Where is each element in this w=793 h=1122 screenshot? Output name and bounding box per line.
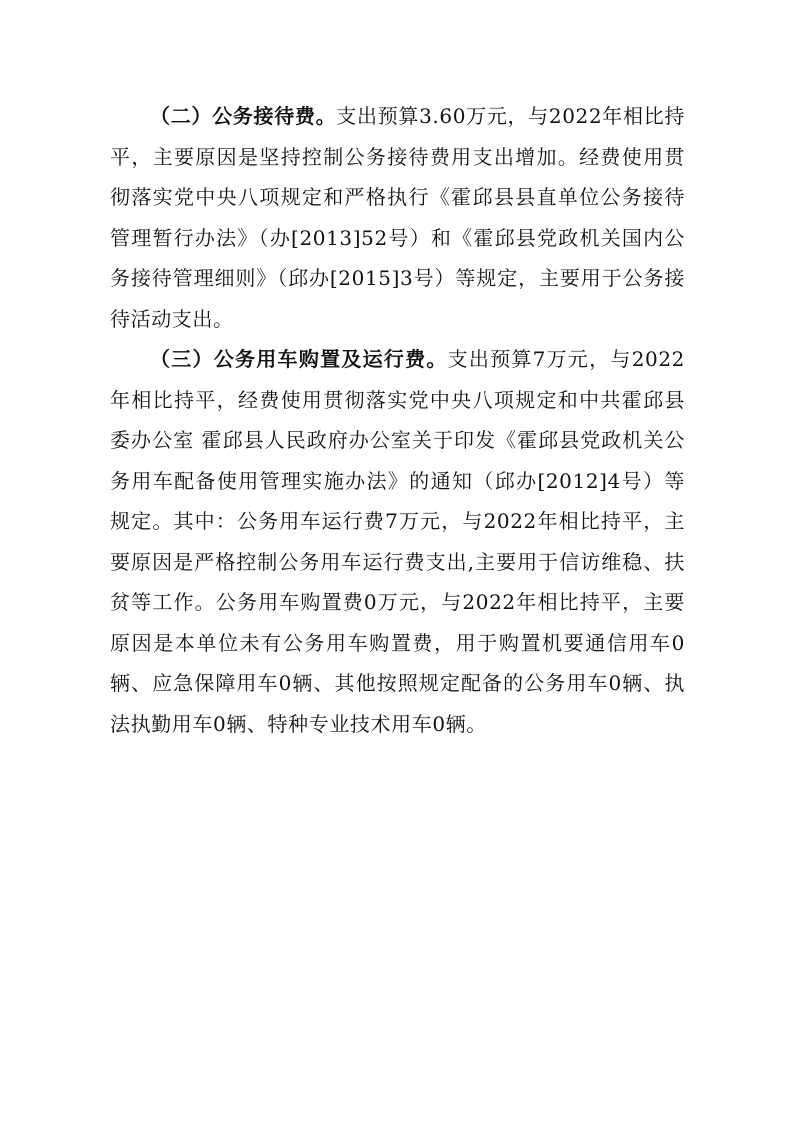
section-body-vehicle: 支出预算7万元，与2022年相比持平，经费使用贯彻落实党中央八项规定和中共霍邱县委办公室 霍邱县人民政府办公室关于印发《霍邱县党政机关公务用车配备使用管理实施办法》的通知（邱办[2012]4号）等规定。其中：公务用车运行费7万元，与2022年相比持平，主要原因是严格控制公务用车运行费支出,主要用于信访维稳、扶贫等工作。公务用车购置费0万元，与2022年相比持平，主要原因是本单位未有公务用车购置费，用于购置机要通信用车0辆、应急保障用车0辆、其他按照规定配备的公务用车0辆、执法执勤用车0辆、特种专业技术用车0辆。: [110, 347, 685, 736]
document-body: [110, 96, 685, 744]
section-heading-vehicle: （三）公务用车购置及运行费。: [150, 347, 448, 371]
section-body-reception: 支出预算3.60万元，与2022年相比持平，主要原因是坚持控制公务接待费用支出增加。经费使用贯彻落实党中央八项规定和严格执行《霍邱县县直单位公务接待管理暂行办法》（办[2013]52号）和《霍邱县党政机关国内公务接待管理细则》（邱办[2015]3号）等规定，主要用于公务接待活动支出。: [110, 104, 686, 331]
paragraph-reception-expense: [110, 96, 685, 339]
paragraph-vehicle-expense: [110, 339, 685, 744]
section-heading-reception: （二）公务接待费。: [150, 104, 337, 128]
